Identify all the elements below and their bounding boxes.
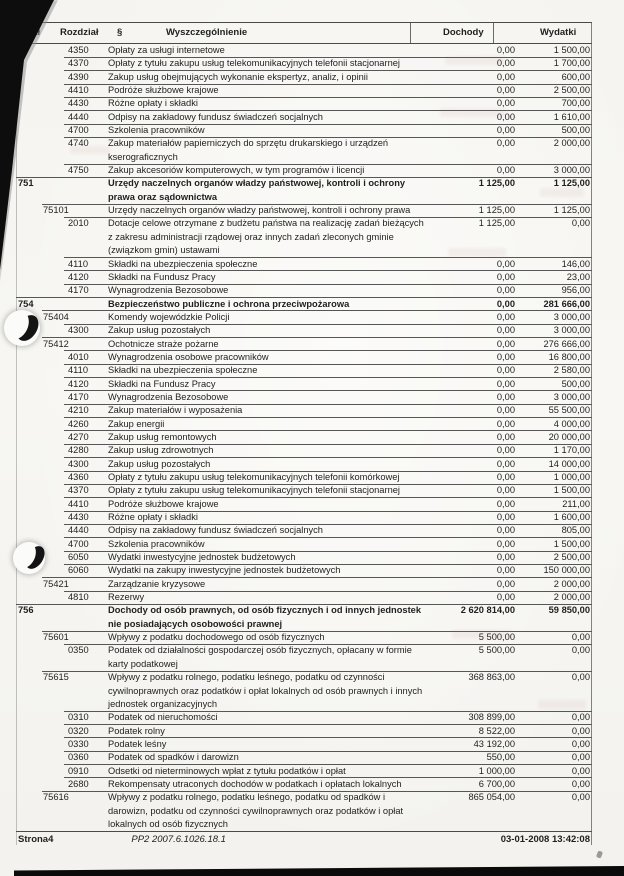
row-description: Ochotnicze straże pożarne xyxy=(108,338,219,349)
row-description: Podróże służbowe krajowe xyxy=(108,498,219,509)
row-description: Wpływy z podatku rolnego, podatku leśnego, podatku od spadków i darowizn, podatku od czynności cywilnoprawnych oraz podatków i opłat lokalnych od osób fizycznych xyxy=(108,792,404,829)
budget-row xyxy=(16,524,592,537)
row-dochody-value: 0,00 xyxy=(496,391,515,402)
row-code: 4210 xyxy=(68,405,89,416)
row-description: Składki na Fundusz Pracy xyxy=(108,378,216,389)
budget-row xyxy=(16,177,592,204)
row-description: Szkolenia pracowników xyxy=(108,125,205,136)
budget-row xyxy=(16,311,592,324)
budget-row xyxy=(16,765,592,778)
row-code: 6050 xyxy=(68,552,89,563)
row-code: 754 xyxy=(18,298,34,309)
row-code: 2010 xyxy=(68,218,89,229)
row-wydatki-value: 0,00 xyxy=(571,632,590,643)
row-dochody-value: 0,00 xyxy=(496,498,515,509)
budget-row xyxy=(16,738,592,751)
row-wydatki-value: 2 000,00 xyxy=(553,138,590,149)
row-wydatki-value: 1 610,00 xyxy=(553,111,590,122)
row-code: 0360 xyxy=(68,752,89,763)
bleed-through-artifact xyxy=(452,630,512,639)
row-wydatki-value: 0,00 xyxy=(571,645,590,656)
row-description: Odpisy na zakładowy fundusz świadczeń socjalnych xyxy=(108,525,323,536)
row-dochody-value: 0,00 xyxy=(496,512,515,523)
row-wydatki-value: 2 500,00 xyxy=(553,552,590,563)
row-description: Zakup usług obejmujących wykonanie ekspertyz, analiz, i opinii xyxy=(108,71,368,82)
row-description: Opłaty z tytułu zakupu usług telekomunikacyjnych telefonii komórkowej xyxy=(108,472,400,482)
row-wydatki-value: 0,00 xyxy=(571,725,590,736)
row-description: Składki na ubezpieczenia społeczne xyxy=(108,258,258,269)
row-dochody-value: 550,00 xyxy=(486,752,515,763)
row-dochody-value: 0,00 xyxy=(496,98,515,109)
row-code: 4430 xyxy=(68,512,89,523)
row-wydatki-value: 1 000,00 xyxy=(553,472,590,482)
row-description: Różne opłaty i składki xyxy=(108,98,198,109)
row-dochody-value: 0,00 xyxy=(496,418,515,429)
row-dochody-value: 8 522,00 xyxy=(478,725,515,736)
row-dochody-value: 0,00 xyxy=(496,565,515,576)
bleed-through-artifact xyxy=(70,146,110,154)
row-code: 4700 xyxy=(68,125,89,136)
budget-row xyxy=(16,431,592,444)
row-description: Dotacje celowe otrzymane z budżetu państwa na realizację zadań bieżących z zakresu administracji rządowej oraz innych zadań zleconych gminie (związkom gmin) ustawami xyxy=(108,218,424,256)
row-dochody-value: 0,00 xyxy=(496,125,515,136)
row-dochody-value: 0,00 xyxy=(496,472,515,482)
row-description: Opłaty z tytułu zakupu usług telekomunikacyjnych telefonii stacjonarnej xyxy=(108,485,400,496)
row-dochody-value: 5 500,00 xyxy=(478,632,515,643)
bleed-through-artifact xyxy=(440,108,506,117)
row-code: 4170 xyxy=(68,285,89,296)
header-wydatki: Wydatki xyxy=(540,27,577,38)
row-wydatki-value: 0,00 xyxy=(571,792,590,803)
row-dochody-value: 0,00 xyxy=(496,165,515,176)
row-description: Podatek od działalności gospodarczej osób fizycznych, opłacany w formie karty podatkowej xyxy=(108,645,412,669)
row-dochody-value: 5 500,00 xyxy=(478,645,515,656)
row-code: 4110 xyxy=(68,258,88,269)
row-dochody-value: 0,00 xyxy=(496,378,515,389)
row-wydatki-value: 0,00 xyxy=(571,218,590,229)
row-description: Zakup akcesoriów komputerowych, w tym programów i licencji xyxy=(108,165,365,176)
row-dochody-value: 0,00 xyxy=(496,271,515,282)
budget-row xyxy=(16,711,592,724)
budget-row xyxy=(16,284,592,297)
table-header-row xyxy=(16,22,592,44)
row-code: 4440 xyxy=(68,111,89,122)
budget-row xyxy=(16,324,592,337)
row-dochody-value: 0,00 xyxy=(496,485,515,496)
budget-row xyxy=(16,564,592,577)
row-dochody-value: 43 192,00 xyxy=(473,738,515,749)
row-description: Opłaty za usługi internetowe xyxy=(108,45,225,55)
row-description: Zakup usług pozostałych xyxy=(108,458,211,469)
row-wydatki-value: 276 666,00 xyxy=(543,338,590,349)
row-code: 2680 xyxy=(68,778,89,789)
row-dochody-value: 0,00 xyxy=(496,578,515,589)
row-code: 4280 xyxy=(68,445,89,456)
row-dochody-value: 0,00 xyxy=(496,85,515,96)
row-dochody-value: 0,00 xyxy=(496,45,515,55)
budget-row xyxy=(16,57,592,70)
budget-row xyxy=(16,791,592,831)
row-description: Dochody od osób prawnych, od osób fizycznych i od innych jednostek nie posiadających osobowości prawnej xyxy=(108,605,422,629)
row-wydatki-value: 3 000,00 xyxy=(553,391,590,402)
row-wydatki-value: 0,00 xyxy=(571,765,590,776)
row-dochody-value: 0,00 xyxy=(496,458,515,469)
row-description: Urzędy naczelnych organów władzy państwowej, kontroli i ochrony prawa xyxy=(108,205,411,216)
row-dochody-value: 0,00 xyxy=(496,325,515,336)
row-dochody-value: 0,00 xyxy=(496,311,515,322)
row-description: Komendy wojewódzkie Policji xyxy=(108,311,230,322)
row-wydatki-value: 0,00 xyxy=(571,738,590,749)
row-description: Odsetki od nieterminowych wpłat z tytułu podatków i opłat xyxy=(108,765,346,776)
row-wydatki-value: 59 850,00 xyxy=(548,605,590,616)
budget-row xyxy=(16,391,592,404)
budget-row xyxy=(16,298,592,311)
row-description: Rekompensaty utraconych dochodów w podatkach i opłatach lokalnych xyxy=(108,778,402,789)
row-code: 75601 xyxy=(43,632,69,643)
budget-row xyxy=(16,725,592,738)
budget-row xyxy=(16,458,592,471)
row-dochody-value: 6 700,00 xyxy=(478,778,515,789)
row-wydatki-value: 3 000,00 xyxy=(553,311,590,322)
budget-row xyxy=(16,591,592,604)
budget-row xyxy=(16,511,592,524)
row-wydatki-value: 20 000,00 xyxy=(548,431,590,442)
bleed-through-artifact xyxy=(540,188,584,197)
row-wydatki-value: 0,00 xyxy=(571,778,590,789)
row-wydatki-value: 2 500,00 xyxy=(553,85,590,96)
row-description: Zakup usług pozostałych xyxy=(108,325,211,336)
row-wydatki-value: 1 500,00 xyxy=(553,538,590,549)
row-description: Zarządzanie kryzysowe xyxy=(108,578,206,589)
row-description: Zakup usług remontowych xyxy=(108,431,217,442)
budget-row xyxy=(16,444,592,457)
budget-row xyxy=(16,778,592,791)
row-wydatki-value: 0,00 xyxy=(571,672,590,683)
row-code: 4170 xyxy=(68,391,89,402)
header-dochody: Dochody xyxy=(443,27,484,38)
row-wydatki-value: 211,00 xyxy=(562,498,590,509)
row-code: 75404 xyxy=(43,311,69,322)
row-code: 4390 xyxy=(68,71,89,82)
row-dochody-value: 0,00 xyxy=(496,552,515,563)
budget-row xyxy=(16,338,592,351)
row-description: Zakup energii xyxy=(108,418,165,429)
row-dochody-value: 368 863,00 xyxy=(468,672,515,683)
row-description: Wpływy z podatku rolnego, podatku leśnego, podatku od czynności cywilnoprawnych oraz podatków i opłat lokalnych od osób prawnych i innych jednostek organizacyjnych xyxy=(108,672,423,709)
row-wydatki-value: 14 000,00 xyxy=(548,458,590,469)
budget-row xyxy=(16,551,592,564)
row-code: 4740 xyxy=(68,138,89,149)
row-dochody-value: 1 000,00 xyxy=(478,765,515,776)
row-wydatki-value: 4 000,00 xyxy=(553,418,590,429)
row-description: Szkolenia pracowników xyxy=(108,538,205,549)
row-code: 4350 xyxy=(68,45,89,55)
header-column-divider xyxy=(410,23,411,43)
row-code: 4430 xyxy=(68,98,89,109)
row-description: Różne opłaty i składki xyxy=(108,512,198,523)
row-wydatki-value: 500,00 xyxy=(561,378,590,389)
row-wydatki-value: 1 700,00 xyxy=(553,58,590,69)
row-description: Wydatki na zakupy inwestycyjne jednostek budżetowych xyxy=(108,565,341,576)
row-dochody-value: 0,00 xyxy=(496,58,515,69)
row-wydatki-value: 0,00 xyxy=(571,712,590,723)
row-wydatki-value: 2 580,00 xyxy=(553,365,590,376)
row-dochody-value: 0,00 xyxy=(496,338,515,349)
row-dochody-value: 0,00 xyxy=(496,138,515,149)
row-description: Bezpieczeństwo publiczne i ochrona przeciwpożarowa xyxy=(108,298,350,309)
budget-row xyxy=(16,644,592,671)
row-code: 75616 xyxy=(43,792,69,803)
row-dochody-value: 0,00 xyxy=(496,111,515,122)
budget-row xyxy=(16,471,592,484)
row-wydatki-value: 2 000,00 xyxy=(553,592,590,603)
table-right-border xyxy=(591,22,592,845)
row-description: Wpływy z podatku dochodowego od osób fizycznych xyxy=(108,632,325,643)
budget-row xyxy=(16,404,592,417)
row-wydatki-value: 1 600,00 xyxy=(553,512,590,523)
row-description: Zakup materiałów i wyposażenia xyxy=(108,405,243,416)
row-dochody-value: 2 620 814,00 xyxy=(460,605,515,616)
row-description: Podatek od nieruchomości xyxy=(108,712,218,723)
budget-row xyxy=(16,271,592,284)
row-wydatki-value: 55 500,00 xyxy=(548,405,590,416)
budget-row xyxy=(16,44,592,57)
row-code: 756 xyxy=(18,605,34,616)
header-wyszczegolnienie: Wyszczególnienie xyxy=(166,27,248,38)
row-wydatki-value: 700,00 xyxy=(561,98,590,109)
print-timestamp: 03-01-2008 13:42:08 xyxy=(500,834,590,846)
budget-row xyxy=(16,124,592,137)
row-wydatki-value: 500,00 xyxy=(561,125,590,136)
row-dochody-value: 1 125,00 xyxy=(478,178,515,189)
row-code: 6060 xyxy=(68,565,89,576)
scan-bottom-edge-artifact xyxy=(14,866,624,876)
row-code: 0910 xyxy=(68,765,89,776)
budget-row xyxy=(16,498,592,511)
row-code: 4110 xyxy=(68,365,88,376)
row-code: 4440 xyxy=(68,525,89,536)
row-code: 4810 xyxy=(68,592,89,603)
row-description: Podatek od spadków i darowizn xyxy=(108,752,239,763)
hole-punch-mark xyxy=(4,308,44,350)
row-description: Zakup usług zdrowotnych xyxy=(108,445,214,456)
row-description: Wynagrodzenia Bezosobowe xyxy=(108,391,229,402)
budget-row xyxy=(16,364,592,377)
row-dochody-value: 0,00 xyxy=(496,525,515,536)
row-code: 75421 xyxy=(43,578,69,589)
row-code: 4120 xyxy=(68,378,89,389)
row-wydatki-value: 150 000,00 xyxy=(543,565,590,576)
budget-row xyxy=(16,71,592,84)
row-wydatki-value: 1 125,00 xyxy=(553,178,590,189)
header-paragraf: § xyxy=(117,27,123,38)
row-dochody-value: 0,00 xyxy=(496,285,515,296)
header-rozdzial: Rozdział xyxy=(60,27,99,38)
row-wydatki-value: 1 500,00 xyxy=(553,485,590,496)
row-dochody-value: 0,00 xyxy=(496,431,515,442)
row-wydatki-value: 23,00 xyxy=(566,271,590,282)
budget-row xyxy=(16,751,592,764)
bleed-through-artifact xyxy=(448,248,506,257)
row-code: 4370 xyxy=(68,58,89,69)
row-code: 4120 xyxy=(68,271,89,282)
row-code: 0310 xyxy=(68,712,89,723)
budget-row xyxy=(16,538,592,551)
budget-row xyxy=(16,351,592,364)
row-code: 4750 xyxy=(68,165,89,176)
budget-row xyxy=(16,604,592,631)
page-footer xyxy=(16,831,592,845)
row-description: Odpisy na zakładowy fundusz świadczeń socjalnych xyxy=(108,111,323,122)
row-description: Urzędy naczelnych organów władzy państwowej, kontroli i ochrony prawa oraz sądownictwa xyxy=(108,178,406,202)
row-dochody-value: 0,00 xyxy=(496,405,515,416)
row-dochody-value: 0,00 xyxy=(496,351,515,362)
row-wydatki-value: 1 170,00 xyxy=(553,445,590,456)
row-description: Podatek rolny xyxy=(108,725,165,736)
row-code: 75615 xyxy=(43,672,69,683)
row-wydatki-value: 281 666,00 xyxy=(543,298,590,309)
row-description: Podatek leśny xyxy=(108,738,167,749)
budget-row xyxy=(16,484,592,497)
row-description: Wynagrodzenia Bezosobowe xyxy=(108,285,229,296)
row-code: 4370 xyxy=(68,485,89,496)
row-description: Podróże służbowe krajowe xyxy=(108,85,219,96)
row-code: 4010 xyxy=(68,351,89,362)
row-code: 4270 xyxy=(68,431,89,442)
row-dochody-value: 308 899,00 xyxy=(468,712,515,723)
budget-row xyxy=(16,671,592,711)
table-body xyxy=(16,44,592,831)
budget-row xyxy=(16,578,592,591)
budget-row xyxy=(16,164,592,177)
row-code: 751 xyxy=(18,178,34,189)
budget-row xyxy=(16,378,592,391)
row-dochody-value: 0,00 xyxy=(496,71,515,82)
row-code: 0350 xyxy=(68,645,89,656)
row-dochody-value: 0,00 xyxy=(496,445,515,456)
row-wydatki-value: 3 000,00 xyxy=(553,325,590,336)
row-code: 4700 xyxy=(68,538,89,549)
row-code: 75101 xyxy=(43,205,69,216)
row-description: Opłaty z tytułu zakupu usług telekomunikacyjnych telefonii stacjonarnej xyxy=(108,58,400,69)
row-wydatki-value: 1 125,00 xyxy=(553,205,590,216)
row-code: 4300 xyxy=(68,458,89,469)
row-code: 75412 xyxy=(43,338,69,349)
row-code: 4410 xyxy=(68,85,89,96)
row-description: Składki na ubezpieczenia społeczne xyxy=(108,365,258,376)
scan-speck-artifact xyxy=(596,850,603,858)
row-wydatki-value: 600,00 xyxy=(561,71,590,82)
row-code: 4260 xyxy=(68,418,89,429)
budget-row xyxy=(16,418,592,431)
row-wydatki-value: 16 800,00 xyxy=(548,351,590,362)
row-wydatki-value: 146,00 xyxy=(561,258,590,269)
row-dochody-value: 0,00 xyxy=(496,538,515,549)
page-number: Strona4 xyxy=(18,834,54,846)
row-code: 0320 xyxy=(68,725,89,736)
row-description: Wynagrodzenia osobowe pracowników xyxy=(108,351,269,362)
hole-punch-mark xyxy=(13,540,49,578)
row-dochody-value: 1 125,00 xyxy=(478,205,515,216)
row-wydatki-value: 2 000,00 xyxy=(553,578,590,589)
row-wydatki-value: 3 000,00 xyxy=(553,165,590,176)
row-description: Rezerwy xyxy=(108,592,145,603)
header-column-divider xyxy=(493,23,494,43)
row-wydatki-value: 1 500,00 xyxy=(553,45,590,55)
row-description: Zakup materiałów papierniczych do sprzętu drukarskiego i urządzeń kserograficznych xyxy=(108,138,389,162)
row-dochody-value: 0,00 xyxy=(496,592,515,603)
row-dochody-value: 1 125,00 xyxy=(478,218,515,229)
row-dochody-value: 0,00 xyxy=(496,298,515,309)
budget-row xyxy=(16,258,592,271)
row-code: 0330 xyxy=(68,738,89,749)
budget-row xyxy=(16,84,592,97)
row-dochody-value: 0,00 xyxy=(496,365,515,376)
bleed-through-artifact xyxy=(445,56,505,65)
row-wydatki-value: 956,00 xyxy=(561,285,590,296)
row-code: 4360 xyxy=(68,472,89,482)
row-description: Składki na Fundusz Pracy xyxy=(108,271,216,282)
row-code: 4300 xyxy=(68,325,89,336)
row-wydatki-value: 0,00 xyxy=(571,752,590,763)
row-wydatki-value: 805,00 xyxy=(561,525,590,536)
row-dochody-value: 865 054,00 xyxy=(468,792,515,803)
row-description: Wydatki inwestycyjne jednostek budżetowych xyxy=(108,552,296,563)
budget-row xyxy=(16,204,592,217)
row-code: 4410 xyxy=(68,498,89,509)
report-id: PP2 2007.6.1026.18.1 xyxy=(131,834,226,846)
bleed-through-artifact xyxy=(538,700,586,709)
row-dochody-value: 0,00 xyxy=(496,258,515,269)
